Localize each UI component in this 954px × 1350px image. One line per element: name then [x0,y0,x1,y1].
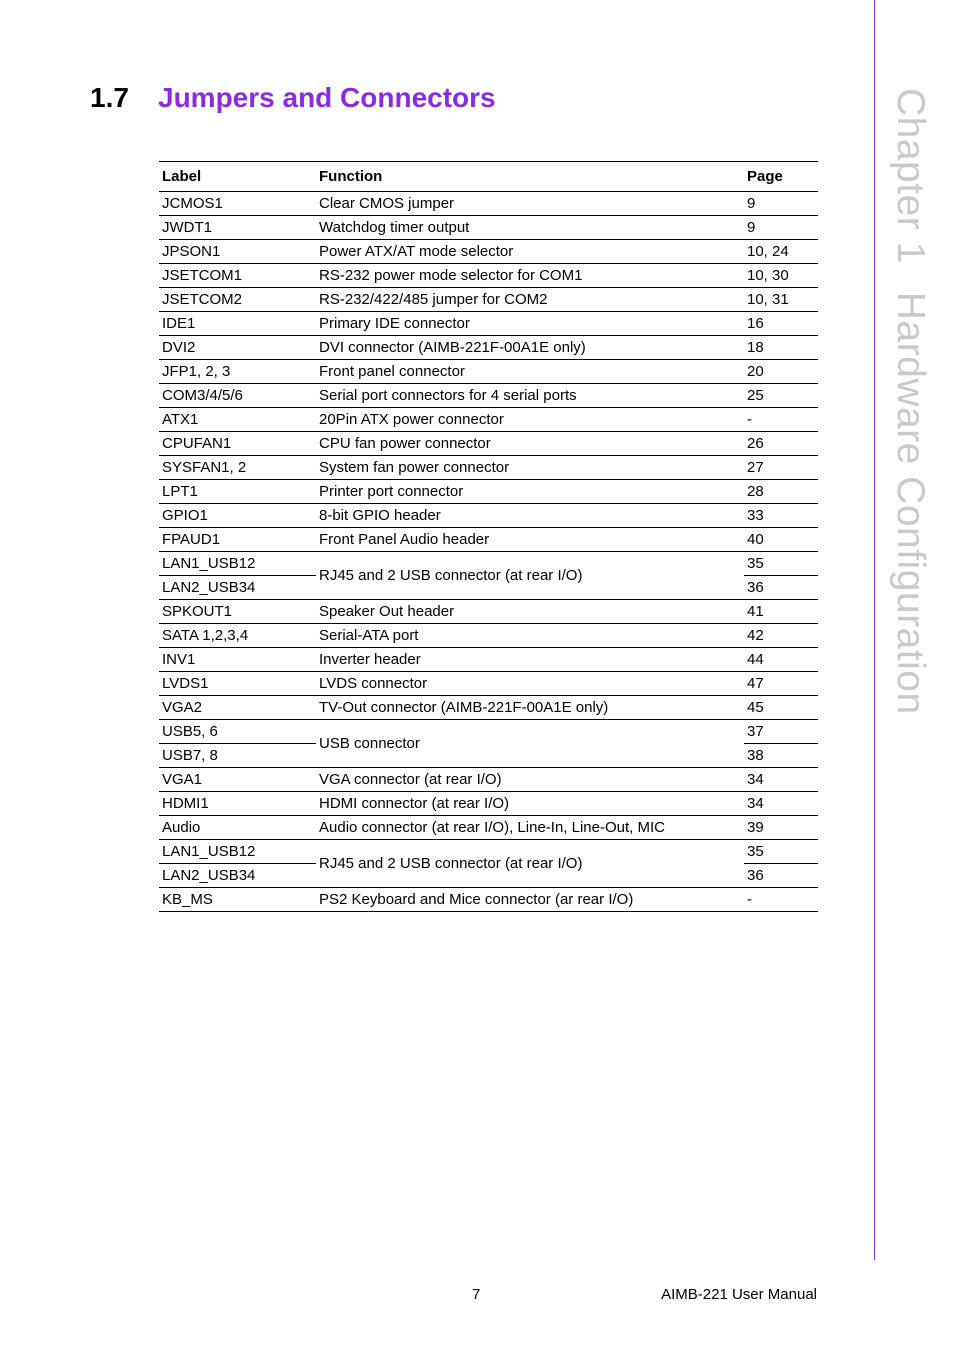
cell-label: USB5, 6 [159,720,316,744]
cell-label: DVI2 [159,336,316,360]
cell-label: COM3/4/5/6 [159,384,316,408]
page-margin-rule [874,0,875,1260]
cell-function: System fan power connector [316,456,744,480]
cell-page: - [744,408,818,432]
cell-page: 20 [744,360,818,384]
cell-page: 18 [744,336,818,360]
table-row [159,240,818,264]
cell-function: Power ATX/AT mode selector [316,240,744,264]
table-row [159,312,818,336]
cell-function: RJ45 and 2 USB connector (at rear I/O) [316,552,744,600]
cell-page: 36 [744,864,818,888]
cell-page: 9 [744,192,818,216]
cell-page: 40 [744,528,818,552]
table-row [159,384,818,408]
table-row [159,552,818,576]
cell-page: 44 [744,648,818,672]
cell-page: 26 [744,432,818,456]
table-row [159,720,818,744]
cell-page: 47 [744,672,818,696]
cell-label: IDE1 [159,312,316,336]
table-row [159,408,818,432]
cell-function: CPU fan power connector [316,432,744,456]
cell-label: JSETCOM2 [159,288,316,312]
section-title: Jumpers and Connectors [158,82,496,113]
cell-function: 20Pin ATX power connector [316,408,744,432]
table-row [159,768,818,792]
cell-page: 10, 31 [744,288,818,312]
table-row [159,264,818,288]
cell-label: KB_MS [159,888,316,912]
cell-label: LAN2_USB34 [159,864,316,888]
table-row [159,192,818,216]
table-header-row [159,162,818,192]
cell-function: RS-232/422/485 jumper for COM2 [316,288,744,312]
cell-page: 10, 24 [744,240,818,264]
cell-label: FPAUD1 [159,528,316,552]
cell-label: LAN1_USB12 [159,840,316,864]
cell-page: 25 [744,384,818,408]
cell-page: 9 [744,216,818,240]
cell-function: PS2 Keyboard and Mice connector (ar rear I/O) [316,888,744,912]
cell-page: 42 [744,624,818,648]
cell-label: JFP1, 2, 3 [159,360,316,384]
section-heading [90,82,496,114]
table-row [159,432,818,456]
cell-page: 33 [744,504,818,528]
cell-page: 10, 30 [744,264,818,288]
header-function: Function [316,162,744,192]
table-row [159,504,818,528]
cell-label: JSETCOM1 [159,264,316,288]
table-row [159,624,818,648]
cell-function: Speaker Out header [316,600,744,624]
cell-function: Primary IDE connector [316,312,744,336]
section-number: 1.7 [90,82,129,113]
cell-function: RS-232 power mode selector for COM1 [316,264,744,288]
table-row [159,600,818,624]
cell-page: 16 [744,312,818,336]
table-row [159,288,818,312]
cell-function: TV-Out connector (AIMB-221F-00A1E only) [316,696,744,720]
table-row [159,360,818,384]
chapter-title: Hardware Configuration [889,291,932,715]
cell-page: 34 [744,768,818,792]
header-page: Page [744,162,818,192]
cell-label: JWDT1 [159,216,316,240]
cell-page: 39 [744,816,818,840]
cell-label: JPSON1 [159,240,316,264]
table-row [159,696,818,720]
cell-page: 36 [744,576,818,600]
cell-function: 8-bit GPIO header [316,504,744,528]
table-row [159,888,818,912]
cell-page: 41 [744,600,818,624]
cell-label: LAN1_USB12 [159,552,316,576]
cell-label: USB7, 8 [159,744,316,768]
table-row [159,216,818,240]
cell-page: 37 [744,720,818,744]
jumpers-connectors-table [159,161,818,912]
cell-label: LPT1 [159,480,316,504]
cell-function: Front Panel Audio header [316,528,744,552]
cell-label: VGA2 [159,696,316,720]
cell-function: DVI connector (AIMB-221F-00A1E only) [316,336,744,360]
cell-label: ATX1 [159,408,316,432]
cell-function: RJ45 and 2 USB connector (at rear I/O) [316,840,744,888]
cell-function: Serial port connectors for 4 serial ports [316,384,744,408]
cell-label: SPKOUT1 [159,600,316,624]
chapter-side-tab [888,88,932,715]
cell-function: Audio connector (at rear I/O), Line-In, Line-Out, MIC [316,816,744,840]
manual-title: AIMB-221 User Manual [661,1286,817,1303]
table-body [159,192,818,912]
cell-page: 45 [744,696,818,720]
cell-page: 38 [744,744,818,768]
cell-function: LVDS connector [316,672,744,696]
table-row [159,648,818,672]
table-row [159,840,818,864]
cell-function: Front panel connector [316,360,744,384]
cell-function: Watchdog timer output [316,216,744,240]
table-row [159,480,818,504]
cell-label: SATA 1,2,3,4 [159,624,316,648]
header-label: Label [159,162,316,192]
cell-label: LAN2_USB34 [159,576,316,600]
cell-function: Inverter header [316,648,744,672]
table-row [159,792,818,816]
cell-function: Clear CMOS jumper [316,192,744,216]
table-row [159,816,818,840]
cell-function: VGA connector (at rear I/O) [316,768,744,792]
cell-page: 35 [744,552,818,576]
page-number: 7 [472,1286,481,1303]
table-row [159,336,818,360]
cell-page: 35 [744,840,818,864]
cell-function: Printer port connector [316,480,744,504]
table-row [159,456,818,480]
cell-page: - [744,888,818,912]
cell-label: JCMOS1 [159,192,316,216]
cell-label: CPUFAN1 [159,432,316,456]
cell-label: GPIO1 [159,504,316,528]
cell-label: VGA1 [159,768,316,792]
table-row [159,672,818,696]
cell-function: Serial-ATA port [316,624,744,648]
cell-label: Audio [159,816,316,840]
cell-function: HDMI connector (at rear I/O) [316,792,744,816]
cell-label: LVDS1 [159,672,316,696]
cell-label: INV1 [159,648,316,672]
table-row [159,528,818,552]
cell-label: SYSFAN1, 2 [159,456,316,480]
cell-page: 34 [744,792,818,816]
cell-label: HDMI1 [159,792,316,816]
cell-page: 27 [744,456,818,480]
chapter-label: Chapter 1 [889,88,932,264]
cell-page: 28 [744,480,818,504]
cell-function: USB connector [316,720,744,768]
